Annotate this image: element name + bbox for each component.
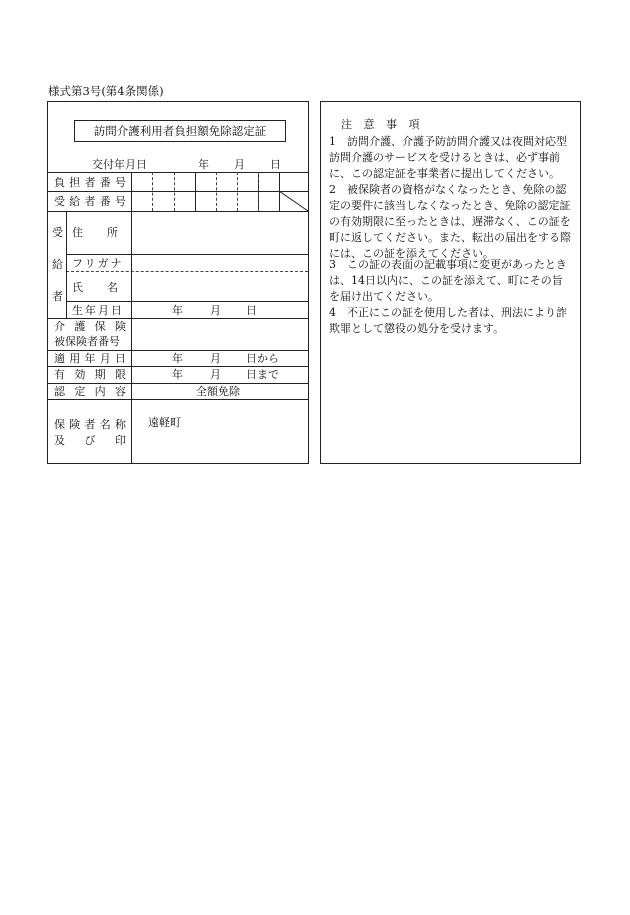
- recipient-group-char-3: 者: [52, 290, 63, 303]
- valid-period-label: 有 効 期 限: [54, 368, 126, 381]
- valid-period-month: 月: [210, 368, 221, 381]
- issue-date-label: 交付年月日: [92, 158, 147, 171]
- certificate-title: 訪問介護利用者負担額免除認定証: [74, 120, 286, 142]
- notice-item-number: 1: [329, 135, 336, 148]
- applicable-date-suffix: 日から: [246, 352, 279, 365]
- issue-date-month: 月: [234, 158, 245, 171]
- notice-item: [329, 134, 573, 182]
- issue-date-year: 年: [198, 158, 209, 171]
- name-label: 氏名: [72, 281, 142, 294]
- notice-item-text: 不正にこの証を使用した者は、刑法により詐欺罪として懲役の処分を受けます。: [329, 306, 567, 335]
- notice-item-text: 被保険者の資格がなくなったとき、免除の認定の要件に該当しなくなったとき、免除の認定証の有効期限に至ったときは、遅滞なく、この証を町に返してください。また、転出の届出をする際には、この証を添えてください。: [329, 183, 571, 260]
- notice-title: 注 意 事 項: [341, 118, 424, 131]
- approval-label: 認 定 内 容: [54, 385, 126, 398]
- recipient-number-label: 受 給 者 番 号: [54, 195, 126, 208]
- burden-number-label: 負 担 者 番 号: [54, 176, 126, 189]
- notice-item-text: この証の表面の記載事項に変更があったときは、14日以内に、この証を添えて、町にその旨を届け出てください。: [329, 258, 567, 303]
- recipient-group-char-2: 給: [52, 258, 63, 271]
- birth-date-year: 年: [172, 304, 183, 317]
- address-label: 住所: [72, 226, 142, 239]
- void-cell-diagonal: [279, 191, 309, 212]
- applicable-date-month: 月: [210, 352, 221, 365]
- notice-item-number: 3: [329, 258, 336, 271]
- applicable-date-label: 適 用 年 月 日: [54, 352, 126, 365]
- recipient-group-char-1: 受: [52, 226, 63, 239]
- care-insurance-label: 介 護 保 険: [54, 320, 126, 333]
- valid-period-suffix: 日まで: [246, 368, 279, 381]
- form-number-label: 様式第3号(第4条関係): [48, 84, 164, 98]
- notice-item-number: 2: [329, 183, 336, 196]
- birth-date-day: 日: [246, 304, 257, 317]
- applicable-date-year: 年: [172, 352, 183, 365]
- insured-number-label: 被保険者番号: [54, 335, 120, 348]
- notice-item-number: 4: [329, 306, 336, 319]
- approval-value: 全額免除: [196, 385, 240, 398]
- notice-item: [329, 257, 573, 305]
- furigana-label: フリガナ: [72, 257, 124, 270]
- notice-item: [329, 305, 573, 337]
- notice-card: [320, 101, 581, 464]
- valid-period-year: 年: [172, 368, 183, 381]
- insurer-seal-label: 及 び 印: [54, 434, 126, 447]
- notice-item: [329, 182, 573, 262]
- birth-date-month: 月: [210, 304, 221, 317]
- issue-date-day: 日: [270, 158, 281, 171]
- insurer-name-label: 保 険 者 名 称: [54, 418, 126, 431]
- certificate-card: [47, 101, 309, 464]
- insurer-value: 遠軽町: [148, 416, 181, 429]
- notice-item-text: 訪問介護、介護予防訪問介護又は夜間対応型訪問介護のサービスを受けるときは、必ず事前に、この認定証を事業者に提出してください。: [329, 135, 567, 180]
- birth-date-label: 生年月日: [72, 304, 124, 317]
